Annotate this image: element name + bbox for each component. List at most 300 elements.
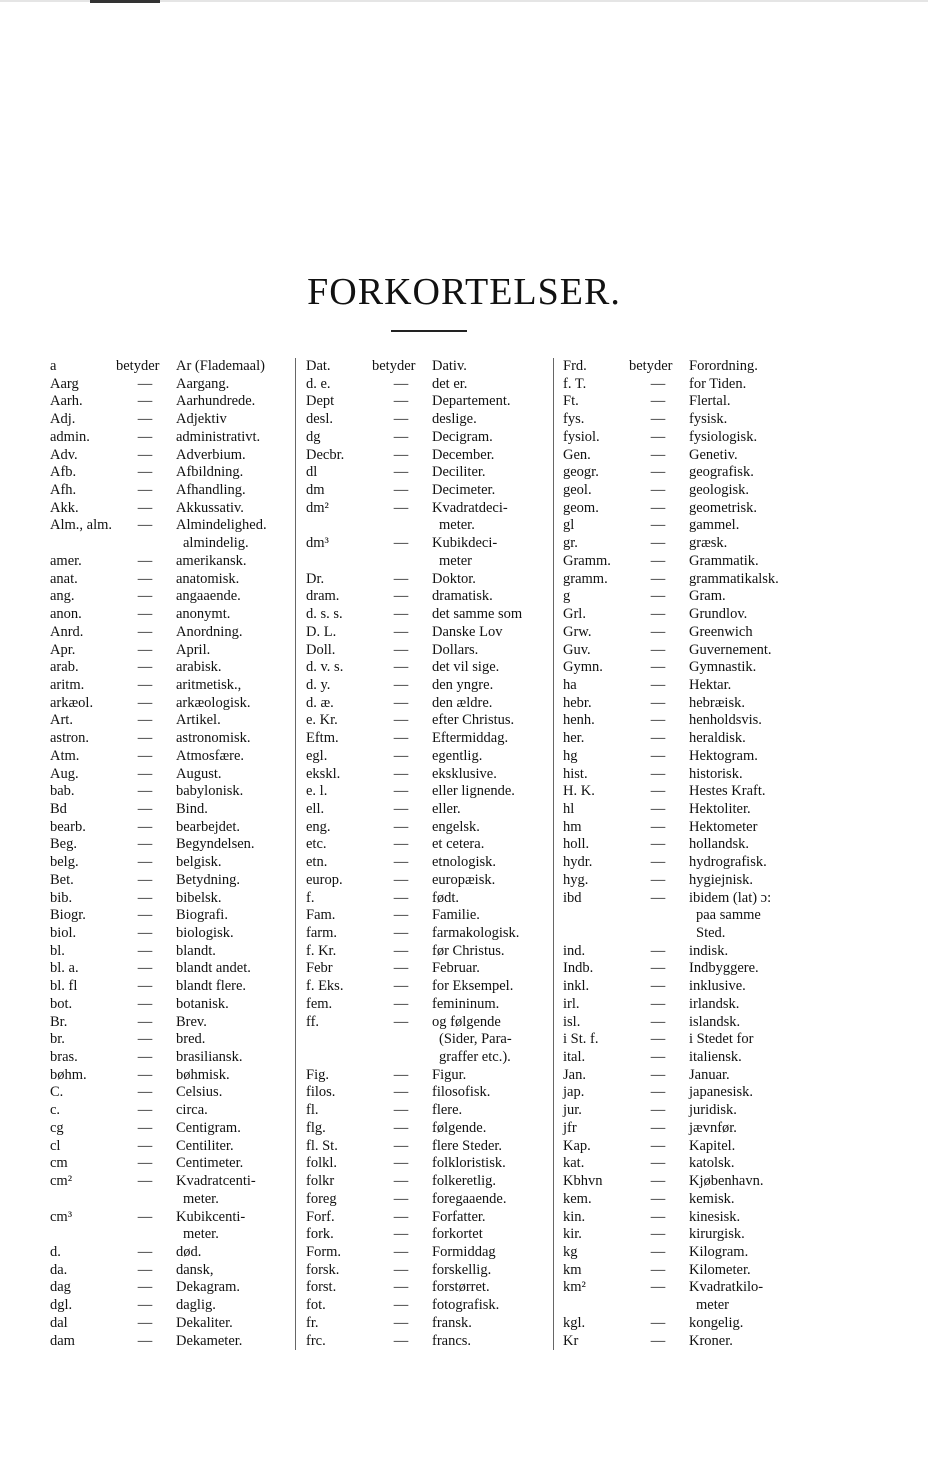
abbreviation-entry — [306, 659, 561, 677]
dash-separator: — — [393, 375, 409, 392]
dash-separator: — — [650, 606, 666, 623]
dash-separator: — — [650, 1084, 666, 1101]
abbreviation-entry — [306, 960, 561, 978]
page-title: FORKORTELSER. — [307, 271, 621, 313]
abbreviation-entry — [306, 801, 561, 819]
abbreviation-entry — [563, 624, 818, 642]
abbreviation: f. T. — [563, 375, 587, 392]
abbreviation: fr. — [306, 1314, 319, 1331]
dash-separator: — — [137, 1049, 153, 1066]
abbreviation-entry — [50, 766, 305, 784]
abbreviation: dram. — [306, 588, 340, 605]
abbreviation-entry — [306, 730, 561, 748]
abbreviation: jur. — [563, 1102, 582, 1119]
meaning: juridisk. — [689, 1102, 737, 1119]
dash-separator: — — [650, 676, 666, 693]
abbreviation-entry — [306, 606, 561, 624]
abbreviation-entry — [563, 1191, 818, 1209]
abbreviation: Gymn. — [563, 659, 603, 676]
abbreviation-entry — [563, 464, 818, 482]
meaning: hygiejnisk. — [689, 871, 754, 888]
abbreviation-entry — [50, 854, 305, 872]
dash-separator: — — [137, 446, 153, 463]
abbreviation-entry — [50, 358, 305, 376]
abbreviation: Art. — [50, 712, 73, 729]
abbreviation: fem. — [306, 995, 333, 1012]
abbreviation-entry — [306, 429, 561, 447]
meaning: filosofisk. — [432, 1084, 491, 1101]
abbreviation: f. — [306, 889, 315, 906]
abbreviation-entry — [50, 695, 305, 713]
meaning: Flertal. — [689, 393, 731, 410]
dash-separator: — — [137, 960, 153, 977]
meaning: Decimeter. — [432, 482, 496, 499]
meaning: Adjektiv — [176, 411, 227, 428]
meaning: Forordning. — [689, 358, 758, 374]
abbreviation-entry — [563, 836, 818, 854]
abbreviation-entry — [563, 1226, 818, 1244]
abbreviation-entry — [306, 819, 561, 837]
dash-separator: — — [393, 1173, 409, 1190]
abbreviation: e. Kr. — [306, 712, 338, 729]
abbreviation-entry — [306, 393, 561, 411]
abbreviation: Bet. — [50, 871, 74, 888]
abbreviation-entry — [50, 1014, 305, 1032]
abbreviation: Atm. — [50, 747, 80, 764]
abbreviation: dal — [50, 1314, 68, 1331]
dash-separator: — — [393, 411, 409, 428]
meaning: Adverbium. — [176, 446, 246, 463]
abbreviation-entry — [306, 500, 561, 518]
abbreviation-entry — [50, 1297, 305, 1315]
abbreviation-entry — [563, 1209, 818, 1227]
abbreviation: d. e. — [306, 375, 331, 392]
meaning: angaaende. — [176, 588, 241, 605]
dash-separator: — — [137, 411, 153, 428]
abbreviation: forst. — [306, 1279, 337, 1296]
meaning: Hektogram. — [689, 747, 758, 764]
meaning: Gram. — [689, 588, 726, 605]
meaning: den ældre. — [432, 694, 493, 711]
meaning: April. — [176, 641, 211, 658]
abbreviation-entry — [563, 1014, 818, 1032]
dash-separator: — — [393, 1332, 409, 1349]
abbreviation-entry — [563, 1244, 818, 1262]
abbreviation-entry — [306, 1049, 561, 1067]
meaning: meter — [439, 552, 473, 569]
abbreviation-entry — [306, 854, 561, 872]
abbreviation: fot. — [306, 1297, 326, 1314]
abbreviation: Adv. — [50, 446, 78, 463]
abbreviation: Frd. — [563, 358, 587, 374]
meaning: Decigram. — [432, 428, 493, 445]
meaning: kemisk. — [689, 1190, 735, 1207]
meaning: det samme som — [432, 606, 523, 623]
meaning: farmakologisk. — [432, 925, 520, 941]
dash-separator: — — [393, 428, 409, 445]
abbreviation: Gen. — [563, 446, 591, 463]
abbreviation: bib. — [50, 889, 73, 906]
abbreviation-entry — [306, 588, 561, 606]
dash-separator: — — [137, 978, 153, 995]
abbreviation-entry — [50, 482, 305, 500]
dash-separator: — — [137, 482, 153, 499]
dash-separator: — — [650, 1137, 666, 1154]
meaning: indisk. — [689, 942, 729, 959]
meaning: det er. — [432, 375, 468, 392]
abbreviation-entry — [563, 358, 818, 376]
abbreviation-entry — [563, 376, 818, 394]
dash-separator: — — [650, 517, 666, 534]
abbreviation-entry — [306, 748, 561, 766]
dash-separator: — — [393, 995, 409, 1012]
dash-separator: — — [393, 1155, 409, 1172]
betyder-label: betyder — [629, 358, 673, 374]
dash-separator: — — [137, 428, 153, 445]
dash-separator: — — [137, 659, 153, 676]
dash-separator: — — [137, 1137, 153, 1154]
abbreviation: Apr. — [50, 641, 76, 658]
meaning: bearbejdet. — [176, 818, 241, 835]
abbreviation-entry — [563, 447, 818, 465]
meaning: almindelig. — [183, 535, 249, 552]
abbreviation: f. Kr. — [306, 942, 337, 959]
dash-separator: — — [393, 1066, 409, 1083]
meaning: deslige. — [432, 411, 477, 428]
dash-separator: — — [137, 783, 153, 800]
dash-separator: — — [650, 482, 666, 499]
dash-separator: — — [650, 1119, 666, 1136]
abbreviation-entry — [563, 677, 818, 695]
meaning: babylonisk. — [176, 783, 244, 800]
dash-separator: — — [393, 1208, 409, 1225]
abbreviation-entry — [50, 1191, 305, 1209]
abbreviation: folkl. — [306, 1155, 338, 1172]
abbreviation-entry — [563, 411, 818, 429]
meaning: belgisk. — [176, 854, 222, 871]
meaning: Kilometer. — [689, 1261, 751, 1278]
meaning: Dekaliter. — [176, 1314, 233, 1331]
abbreviation: ekskl. — [306, 765, 341, 782]
dash-separator: — — [393, 694, 409, 711]
abbreviation-entry — [50, 411, 305, 429]
abbreviation: kat. — [563, 1155, 585, 1172]
abbreviation-entry — [563, 854, 818, 872]
abbreviation-entry — [306, 1031, 561, 1049]
meaning: aritmetisk., — [176, 676, 242, 693]
abbreviation-entry — [563, 393, 818, 411]
abbreviation-entry — [306, 907, 561, 925]
meaning: og følgende — [432, 1013, 501, 1030]
meaning: (Sider, Para- — [439, 1031, 512, 1048]
meaning: for Eksempel. — [432, 978, 514, 995]
abbreviation-entry — [50, 960, 305, 978]
meaning: paa samme — [696, 907, 761, 924]
dash-separator: — — [393, 1013, 409, 1030]
meaning: amerikansk. — [176, 552, 247, 569]
abbreviation-entry — [563, 890, 818, 908]
abbreviation: hist. — [563, 765, 588, 782]
abbreviation-entry — [306, 1014, 561, 1032]
abbreviation-entry — [563, 925, 818, 943]
dash-separator: — — [650, 623, 666, 640]
dash-separator: — — [650, 588, 666, 605]
meaning: Bind. — [176, 800, 208, 817]
meaning: Biografi. — [176, 907, 228, 924]
abbreviation-entry — [563, 588, 818, 606]
abbreviation: gr. — [563, 535, 578, 552]
abbreviation: henh. — [563, 712, 595, 729]
dash-separator: — — [393, 1226, 409, 1243]
dash-separator: — — [393, 854, 409, 871]
meaning: fransk. — [432, 1314, 472, 1331]
abbreviation: d. — [50, 1243, 61, 1260]
dash-separator: — — [137, 907, 153, 924]
meaning: heraldisk. — [689, 730, 746, 747]
abbreviation-entry — [50, 890, 305, 908]
abbreviation: d. s. s. — [306, 606, 343, 623]
abbreviation: kg — [563, 1243, 578, 1260]
meaning: gammel. — [689, 517, 740, 534]
meaning: bred. — [176, 1031, 206, 1048]
dash-separator: — — [137, 393, 153, 410]
abbreviation: Aug. — [50, 765, 79, 782]
dash-separator: — — [137, 641, 153, 658]
abbreviation: ital. — [563, 1049, 586, 1066]
meaning: etnologisk. — [432, 854, 497, 871]
abbreviation: ang. — [50, 588, 75, 605]
abbreviation: bab. — [50, 783, 75, 800]
abbreviation: d. v. s. — [306, 659, 344, 676]
meaning: katolsk. — [689, 1155, 735, 1172]
abbreviation: Fam. — [306, 907, 336, 924]
abbreviation: Afh. — [50, 482, 77, 499]
abbreviation: g — [563, 588, 571, 605]
abbreviation-entry — [306, 695, 561, 713]
abbreviation: Form. — [306, 1243, 342, 1260]
dash-separator: — — [650, 393, 666, 410]
abbreviation-entry — [563, 943, 818, 961]
abbreviation: cm³ — [50, 1208, 73, 1225]
meaning: dramatisk. — [432, 588, 493, 605]
abbreviation-entry — [50, 588, 305, 606]
abbreviation-entry — [563, 960, 818, 978]
abbreviation: frc. — [306, 1332, 326, 1349]
meaning: Indbyggere. — [689, 960, 759, 977]
abbreviation-entry — [50, 1102, 305, 1120]
meaning: Kvadratcenti- — [176, 1173, 256, 1190]
abbreviation: dg — [306, 428, 321, 445]
abbreviation: cl — [50, 1137, 61, 1154]
meaning: Artikel. — [176, 712, 221, 729]
abbreviation: europ. — [306, 871, 343, 888]
dash-separator: — — [137, 588, 153, 605]
dash-separator: — — [393, 712, 409, 729]
abbreviation-entry — [306, 1226, 561, 1244]
meaning: blandt. — [176, 942, 216, 959]
dash-separator: — — [393, 730, 409, 747]
dash-separator: — — [393, 570, 409, 587]
dash-separator: — — [650, 747, 666, 764]
dash-separator: — — [393, 889, 409, 906]
meaning: Guvernement. — [689, 641, 772, 658]
abbreviation-entry — [50, 535, 305, 553]
dash-separator: — — [650, 730, 666, 747]
abbreviation-entry — [306, 925, 561, 943]
abbreviation-entry — [306, 517, 561, 535]
abbreviation-entry — [563, 996, 818, 1014]
abbreviation-entry — [306, 1262, 561, 1280]
abbreviation-entry — [563, 606, 818, 624]
dash-separator: — — [393, 836, 409, 853]
abbreviation-entry — [306, 358, 561, 376]
abbreviation: Bd — [50, 800, 67, 817]
abbreviation: km² — [563, 1279, 586, 1296]
abbreviation-entry — [306, 1084, 561, 1102]
meaning: kirurgisk. — [689, 1226, 745, 1243]
dash-separator: — — [137, 552, 153, 569]
abbreviation-entry — [50, 712, 305, 730]
abbreviation-entry — [50, 978, 305, 996]
abbreviation: Biogr. — [50, 907, 86, 924]
meaning: arabisk. — [176, 659, 222, 676]
abbreviation-entry — [563, 766, 818, 784]
dash-separator: — — [393, 765, 409, 782]
abbreviation: eng. — [306, 818, 331, 835]
meaning: europæisk. — [432, 871, 496, 888]
abbreviation: egl. — [306, 747, 328, 764]
abbreviation: cm² — [50, 1173, 73, 1190]
abbreviation-entry — [306, 1120, 561, 1138]
meaning: Departement. — [432, 393, 511, 410]
abbreviation-entry — [563, 1138, 818, 1156]
dash-separator: — — [137, 889, 153, 906]
dash-separator: — — [137, 1173, 153, 1190]
dash-separator: — — [393, 800, 409, 817]
abbreviation-entry — [50, 801, 305, 819]
dash-separator: — — [137, 1208, 153, 1225]
meaning: japanesisk. — [689, 1084, 754, 1101]
abbreviation-entry — [306, 1191, 561, 1209]
abbreviation: C. — [50, 1084, 64, 1101]
meaning: folkloristisk. — [432, 1155, 506, 1172]
abbreviation-entry — [306, 783, 561, 801]
abbreviation-entry — [50, 819, 305, 837]
abbreviation-entry — [563, 872, 818, 890]
abbreviation: jap. — [563, 1084, 585, 1101]
meaning: blandt andet. — [176, 960, 251, 977]
dash-separator: — — [393, 960, 409, 977]
meaning: italiensk. — [689, 1049, 742, 1066]
dash-separator: — — [393, 1137, 409, 1154]
abbreviation-entry — [50, 500, 305, 518]
abbreviation: hebr. — [563, 694, 592, 711]
abbreviation-entry — [50, 1049, 305, 1067]
abbreviation: Grw. — [563, 623, 592, 640]
abbreviation: forsk. — [306, 1261, 340, 1278]
dash-separator: — — [137, 676, 153, 693]
meaning: Centigram. — [176, 1119, 241, 1136]
abbreviation-entry — [563, 482, 818, 500]
abbreviation: anat. — [50, 570, 78, 587]
abbreviation-entry — [50, 1120, 305, 1138]
abbreviation-entry — [306, 447, 561, 465]
meaning: irlandsk. — [689, 995, 740, 1012]
abbreviation-entry — [50, 943, 305, 961]
abbreviation-entry — [50, 553, 305, 571]
meaning: brasiliansk. — [176, 1049, 243, 1066]
abbreviation-entry — [50, 1138, 305, 1156]
abbreviation: farm. — [306, 925, 337, 941]
meaning: Dativ. — [432, 358, 467, 374]
meaning: græsk. — [689, 535, 728, 552]
meaning: biologisk. — [176, 925, 234, 941]
abbreviation: ibd — [563, 889, 582, 906]
dash-separator: — — [137, 1279, 153, 1296]
dash-separator: — — [137, 818, 153, 835]
dash-separator: — — [650, 942, 666, 959]
abbreviation-entry — [563, 783, 818, 801]
meaning: anonymt. — [176, 606, 231, 623]
dash-separator: — — [137, 623, 153, 640]
abbreviation: gl — [563, 517, 575, 534]
dash-separator: — — [650, 570, 666, 587]
abbreviation-entry — [306, 978, 561, 996]
dash-separator: — — [137, 375, 153, 392]
meaning: meter — [696, 1297, 730, 1314]
meaning: Eftermiddag. — [432, 730, 509, 747]
abbreviation-entry — [50, 447, 305, 465]
abbreviation: Aarh. — [50, 393, 83, 410]
meaning: efter Christus. — [432, 712, 515, 729]
abbreviation-entry — [306, 712, 561, 730]
dash-separator: — — [650, 836, 666, 853]
meaning: Doktor. — [432, 570, 476, 587]
abbreviation-entry — [306, 411, 561, 429]
abbreviation-entry — [563, 1067, 818, 1085]
abbreviation-entry — [563, 801, 818, 819]
meaning: foregaaende. — [432, 1190, 507, 1207]
meaning: det vil sige. — [432, 659, 500, 676]
meaning: et cetera. — [432, 836, 485, 853]
dash-separator: — — [650, 1208, 666, 1225]
abbreviation-entry — [50, 429, 305, 447]
abbreviation: fl. — [306, 1102, 319, 1119]
dash-separator: — — [650, 659, 666, 676]
abbreviation-entry — [50, 376, 305, 394]
abbreviation-entry — [50, 659, 305, 677]
meaning: forskellig. — [432, 1261, 492, 1278]
meaning: for Tiden. — [689, 375, 747, 392]
abbreviation: Guv. — [563, 641, 591, 658]
abbreviation: geom. — [563, 499, 599, 516]
meaning: Hektoliter. — [689, 800, 751, 817]
abbreviation-entry — [563, 1297, 818, 1315]
meaning: Familie. — [432, 907, 480, 924]
abbreviation-entry — [50, 1155, 305, 1173]
abbreviation-entry — [563, 748, 818, 766]
abbreviation-entry — [563, 978, 818, 996]
abbreviation-entry — [306, 624, 561, 642]
dash-separator: — — [137, 836, 153, 853]
dash-separator: — — [650, 1279, 666, 1296]
dash-separator: — — [137, 1297, 153, 1314]
dash-separator: — — [650, 783, 666, 800]
abbreviation-entry — [563, 429, 818, 447]
dash-separator: — — [137, 1119, 153, 1136]
meaning: Gymnastik. — [689, 659, 757, 676]
meaning: Ar (Flademaal) — [176, 358, 265, 374]
